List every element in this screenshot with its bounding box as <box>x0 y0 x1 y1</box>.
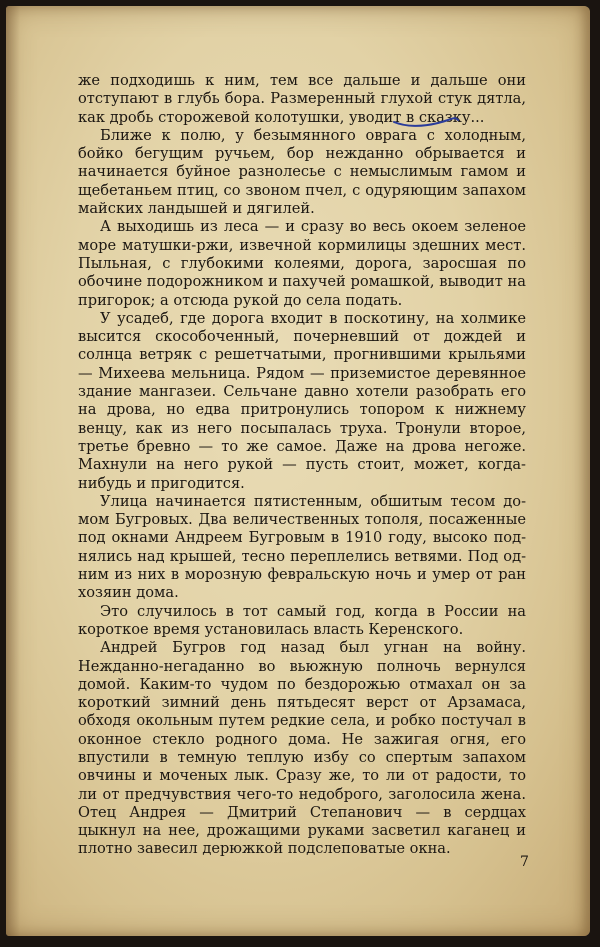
paragraph-2: Ближе к полю, у безымянного оврага с холодным, бойко бегущим ручьем, бор нежданно обрывается и начинается буйное разнолесье с немыслимым гамом и щебетаньем птиц, со звоном пчел, с одуряющим запахом майских ландышей и дягилей. <box>78 126 526 218</box>
paragraph-7: Андрей Бугров год назад был угнан на войну. Нежданно-негаданно во вьюжную полночь вернулся домой. Каким-то чудом по бездорожью отмахал он за короткий зимний день пятьдесят верст от Арзамаса, обходя окольным путем редкие села, и робко постучал в оконное стекло родного дома. Не зажигая огня, его впустили в темную теплую избу со спертым запахом овчины и моченых лык. Сразу же, то ли от радости, то ли от предчувствия чего-то недоброго, заголосила жена. Отец Андрея — Дмитрий Степанович — в сердцах цыкнул на нее, дрожащими руками засветил каганец и плотно завесил дерюжкой подслеповатые окна. <box>78 639 526 858</box>
paragraph-3: А выходишь из леса — и сразу во весь окоем зеленое море матушки-ржи, извечной кормилицы здешних мест. Пыльная, с глубокими колеями, дорога, заросшая по обочине подорожником и пахучей ромашкой, выводит на пригорок; а отсюда рукой до села подать. <box>78 218 526 309</box>
body-text <box>78 72 526 859</box>
paragraph-1: же подходишь к ним, тем все дальше и дальше они отступают в глубь бора. Размеренный глухой стук дятла, как дробь сторожевой колотушки, уводит в сказку... <box>78 72 526 126</box>
paragraph-6: Это случилось в тот самый год, когда в России на короткое время установилась власть Керенского. <box>78 602 526 638</box>
page-number: 7 <box>520 854 529 870</box>
paragraph-5: Улица начинается пятистенным, обшитым тесом домом Бугровых. Два величественных тополя, посаженные под окнами Андреем Бугровым в 1910 году, высоко поднялись над крышей, тесно переплелись ветвями. Под одним из них в морозную февральскую ночь и умер от ран хозяин дома. <box>78 492 526 602</box>
paragraph-4: У усадеб, где дорога входит в поскотину, на холмике высится скособоченный, почерневший от дождей и солнца ветряк с решетчатыми, прогнившими крыльями — Михеева мельница. Рядом — приземистое деревянное здание мангазеи. Сельчане давно хотели разобрать его на дрова, но едва притронулись топором к нижнему венцу, как из него посыпалась труха. Тронули второе, третье бревно — то же самое. Даже на дрова негоже. Махнули на него рукой — пусть стоит, может, когда-нибудь и пригодится. <box>78 309 526 492</box>
page-spine-shadow <box>6 6 20 936</box>
book-page <box>6 6 590 936</box>
